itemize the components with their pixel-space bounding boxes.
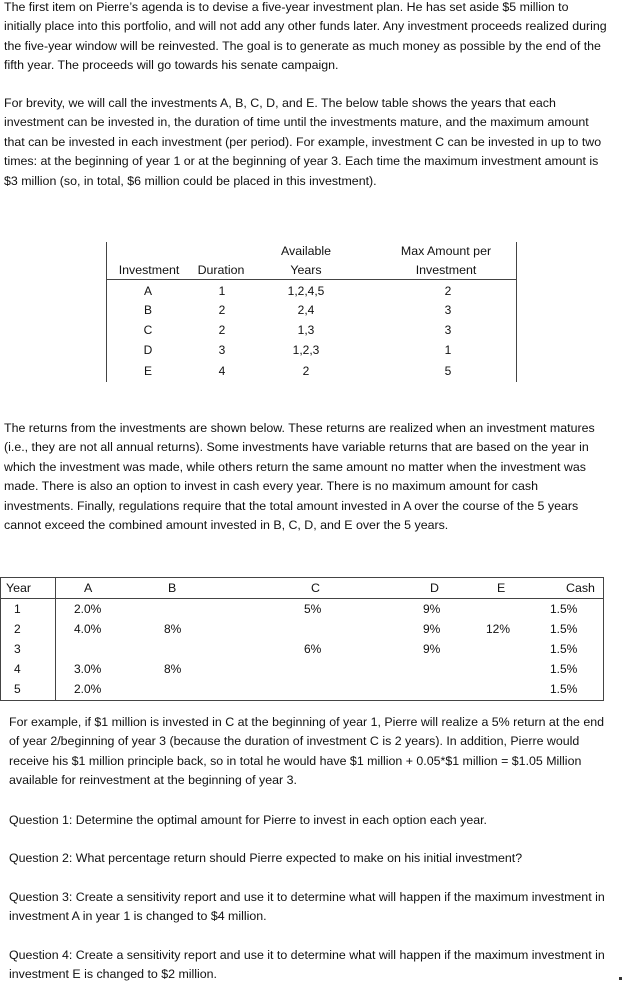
t1-row-3-years: 1,3 <box>297 323 315 337</box>
t2-row-4-b: 8% <box>164 662 182 676</box>
t2-row-2-d: 9% <box>423 622 441 636</box>
question-1: Question 1: Determine the optimal amount for Pierre to invest in each option each year. <box>9 813 487 827</box>
t2-row-2-cash: 1.5% <box>550 622 578 636</box>
t1-row-3-investment: C <box>143 323 153 337</box>
t2-row-3-year: 3 <box>14 642 21 656</box>
header-cash: Cash <box>566 581 595 595</box>
t1-row-4-years: 1,2,3 <box>292 343 320 357</box>
t1-row-1-investment: A <box>143 284 152 298</box>
header-investment: Investment <box>118 263 180 277</box>
t1-row-5-max: 5 <box>444 364 452 378</box>
header-c: C <box>311 581 320 595</box>
returns-table <box>0 577 604 701</box>
header-d: D <box>430 581 439 595</box>
returns-paragraph: The returns from the investments are shown below. These returns are realized when an investment matures (i.e., they are not all annual returns). Some investments have variable returns that are based on the year in which the investment was made, while others return the same amount no matter when the investment was made. There is also an option to invest in cash every year. There is no maximum amount for cash investments. Finally, regulations require that the total amount invested in A over the course of the 5 years cannot exceed the combined amount invested in B, C, D, and E over the 5 years. <box>4 421 595 533</box>
t2-row-2-e: 12% <box>486 622 511 636</box>
header-available-line1: Available <box>280 244 332 258</box>
t1-row-1-years: 1,2,4,5 <box>287 284 325 298</box>
t2-row-1-c: 5% <box>304 602 322 616</box>
header-a: A <box>84 581 93 595</box>
t1-row-5-investment: E <box>143 364 152 378</box>
t2-row-1-cash: 1.5% <box>550 602 578 616</box>
t2-row-2-year: 2 <box>14 622 21 636</box>
t2-row-3-c: 6% <box>304 642 322 656</box>
t2-row-5-year: 5 <box>14 682 21 696</box>
t1-row-3-max: 3 <box>444 323 452 337</box>
t2-row-4-year: 4 <box>14 662 21 676</box>
t2-row-2-a: 4.0% <box>74 622 102 636</box>
t1-row-4-max: 1 <box>444 343 452 357</box>
header-e: E <box>497 581 506 595</box>
t1-row-1-duration: 1 <box>218 284 226 298</box>
t2-row-3-d: 9% <box>423 642 441 656</box>
t1-row-2-investment: B <box>143 303 152 317</box>
t2-row-5-cash: 1.5% <box>550 682 578 696</box>
t1-row-3-duration: 2 <box>218 323 226 337</box>
header-available-line2: Years <box>290 263 322 277</box>
t2-row-2-b: 8% <box>164 622 182 636</box>
t1-row-2-years: 2,4 <box>297 303 315 317</box>
t2-row-5-a: 2.0% <box>74 682 102 696</box>
t1-row-2-max: 3 <box>444 303 452 317</box>
header-max-line2: Investment <box>415 263 477 277</box>
question-2: Question 2: What percentage return should Pierre expected to make on his initial investment? <box>9 851 523 865</box>
t1-row-2-duration: 2 <box>218 303 226 317</box>
t1-row-4-investment: D <box>143 343 153 357</box>
t1-row-4-duration: 3 <box>218 343 226 357</box>
t2-row-1-a: 2.0% <box>74 602 102 616</box>
brevity-paragraph: For brevity, we will call the investments A, B, C, D, and E. The below table shows the years that each investment can be invested in, the duration of time until the investments mature, and the maximum amount that can be invested in each investment (per period). For example, investment C can be invested in up to two times: at the beginning of year 1 or at the beginning of year 3. Each time the maximum investment amount is $3 million (so, in total, $6 million could be placed in this investment). <box>4 96 602 188</box>
t2-row-1-d: 9% <box>423 602 441 616</box>
question-4: Question 4: Create a sensitivity report and use it to determine what will happen if the maximum investment in investment E is changed to $2 million. <box>9 948 605 982</box>
t1-row-5-years: 2 <box>302 364 310 378</box>
t2-row-4-cash: 1.5% <box>550 662 578 676</box>
t1-row-5-duration: 4 <box>218 364 226 378</box>
header-year: Year <box>6 581 32 595</box>
example-paragraph: For example, if $1 million is invested in C at the beginning of year 1, Pierre will realize a 5% return at the end of year 2/beginning of year 3 (because the duration of investment C is 2 years). In addition, Pierre would receive his $1 million principle back, so in total he would have $1 million + 0.05*$1 million = $1.05 Million available for reinvestment at the beginning of year 3. <box>9 715 605 788</box>
t2-row-4-a: 3.0% <box>74 662 102 676</box>
t2-row-3-cash: 1.5% <box>550 642 578 656</box>
question-3: Question 3: Create a sensitivity report and use it to determine what will happen if the maximum investment in investment A in year 1 is changed to $4 million. <box>9 890 605 924</box>
header-duration: Duration <box>197 263 245 277</box>
investment-table <box>106 242 517 382</box>
t1-row-1-max: 2 <box>444 284 452 298</box>
header-max-line1: Max Amount per <box>400 244 492 258</box>
page-marker <box>619 977 622 980</box>
t2-row-1-year: 1 <box>14 602 21 616</box>
header-b: B <box>168 581 177 595</box>
intro-paragraph: The first item on Pierre’s agenda is to devise a five-year investment plan. He has set aside $5 million to initially place into this portfolio, and will not add any other funds later. Any investment proceeds realized during the five-year window will be reinvested. The goal is to generate as much money as possible by the end of the fifth year. The proceeds will go towards his senate campaign. <box>4 0 607 73</box>
